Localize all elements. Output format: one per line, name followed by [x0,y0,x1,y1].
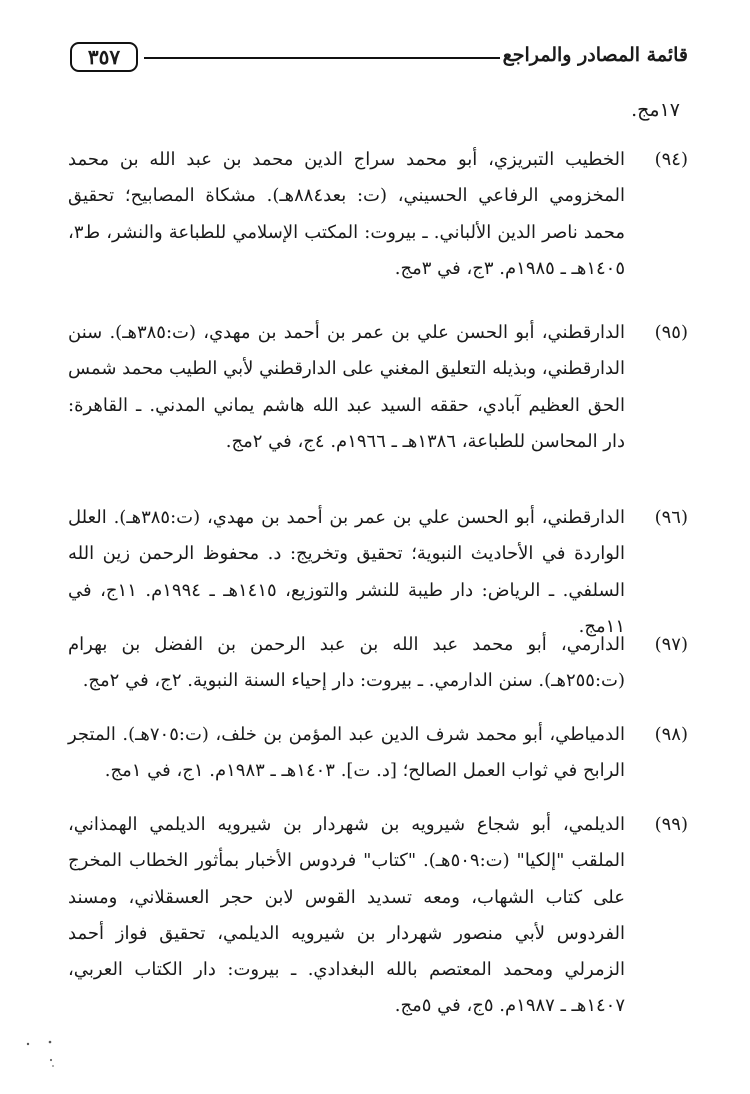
entry-number: (٩٨) [654,724,688,745]
entry-number: (٩٧) [654,634,688,655]
entry-text: الخطيب التبريزي، أبو محمد سراج الدين محمد بن عبد الله بن محمد المخزومي الرفاعي الحسيني، (ت: بعد٨٨٤هـ). مشكاة المصابيح؛ تحقيق محمد ناصر الدين الألباني. ـ بيروت: المكتب الإسلامي للطباعة والنشر، ط٣، ١٤٠٥هـ ـ ١٩٨٥م. ٣ج، في ٣مج. [68,149,625,279]
entry-text: الديلمي، أبو شجاع شيرويه بن شهردار بن شيرويه الديلمي الهمذاني، الملقب "إلكيا" (ت:٥٠٩هـ). "كتاب" فردوس الأخبار بمأثور الخطاب المخرج على كتاب الشهاب، ومعه تسديد القوس لابن حجر العسقلاني، ومسند الفردوس لأبي منصور شهردار بن شيرويه الديلمي، تحقيق فواز أحمد الزمرلي ومحمد المعتصم بالله البغدادي. ـ بيروت: دار الكتاب العربي، ١٤٠٧هـ ـ ١٩٨٧م. ٥ج، في ٥مج. [68,814,625,1017]
entry-number: (٩٥) [654,322,688,343]
bibliography-entry [68,315,688,500]
entry-text: الدارقطني، أبو الحسن علي بن عمر بن أحمد بن مهدي، (ت:٣٨٥هـ). العلل الواردة في الأحاديث النبوية؛ تحقيق وتخريج: د. محفوظ الرحمن زين الله السلفي. ـ الرياض: دار طيبة للنشر والتوزيع، ١٤١٥هـ ـ ١٩٩٤م. ١١ج، في ١١مج. [68,507,625,637]
entry-number: (٩٦) [654,507,688,528]
bibliography-entry [68,142,688,315]
bibliography-list [68,142,688,1017]
bibliography-entry [68,500,688,637]
header-rule [144,57,500,59]
entry-text: الدارمي، أبو محمد عبد الله بن عبد الرحمن بن الفضل بن بهرام (ت:٢٥٥هـ). سنن الدارمي. ـ بيروت: دار إحياء السنة النبوية. ٢ج، في ٢مج. [68,634,625,692]
page-number: ٣٥٧ [70,42,138,72]
bibliography-entry [68,627,688,717]
bibliography-entry [68,717,688,807]
entry-text: الدارقطني، أبو الحسن علي بن عمر بن أحمد بن مهدي، (ت:٣٨٥هـ). سنن الدارقطني، وبذيله التعليق المغني على الدارقطني لأبي الطيب محمد شمس الحق العظيم آبادي، حققه السيد عبد الله هاشم يماني المدني. ـ القاهرة: دار المحاسن للطباعة، ١٣٨٦هـ ـ ١٩٦٦م. ٤ج، في ٢مج. [68,322,625,452]
header-title: قائمة المصادر والمراجع [502,44,688,66]
entry-text: الدمياطي، أبو محمد شرف الدين عبد المؤمن بن خلف، (ت:٧٠٥هـ). المتجر الرابح في ثواب العمل الصالح؛ [د. ت]. ١٤٠٣هـ ـ ١٩٨٣م. ١ج، في ١مج. [68,724,626,782]
bibliography-entry [68,807,688,1017]
continuation-text: ١٧مج. [631,99,680,121]
entry-number: (٩٤) [654,149,688,170]
print-specks [20,1036,60,1076]
entry-number: (٩٩) [654,814,688,835]
running-header [70,42,688,76]
